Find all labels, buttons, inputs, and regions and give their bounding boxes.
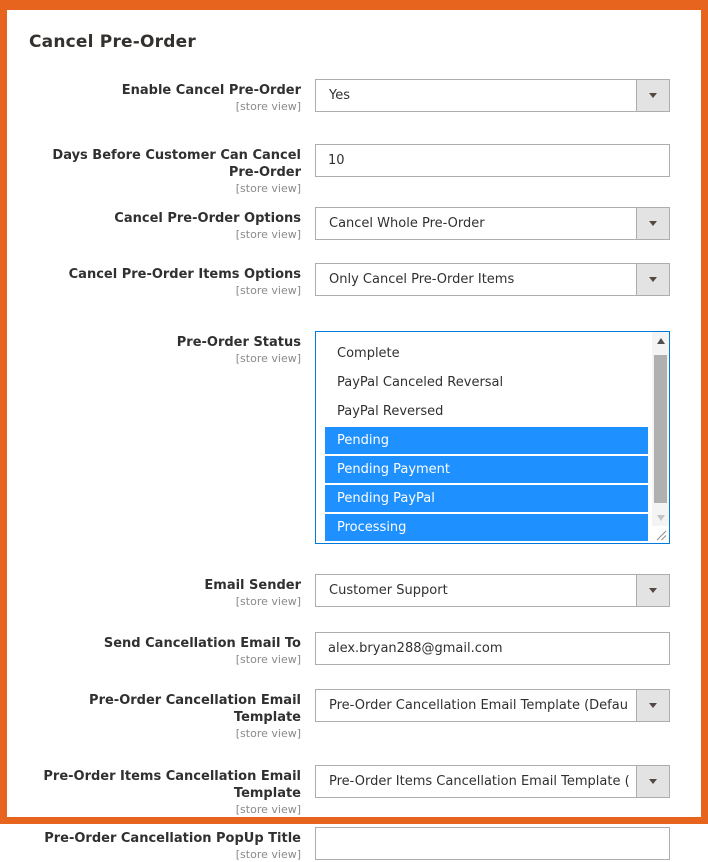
option-pending[interactable]: Pending [325, 427, 648, 454]
scrollbar[interactable] [652, 332, 669, 543]
select-value: Cancel Whole Pre-Order [329, 216, 485, 231]
chevron-down-icon [649, 588, 657, 593]
select-value: Pre-Order Items Cancellation Email Template ( [329, 774, 630, 789]
cancellation-email-to-input[interactable] [315, 632, 670, 665]
field-label: Enable Cancel Pre-Order [121, 83, 301, 98]
field-label-block [21, 827, 301, 862]
resize-grip[interactable] [652, 526, 669, 543]
cancel-preorder-options-select[interactable] [315, 207, 670, 240]
field-label: Send Cancellation Email To [103, 636, 301, 651]
select-value: Only Cancel Pre-Order Items [329, 272, 515, 287]
option-pending-payment[interactable]: Pending Payment [325, 456, 648, 483]
field-label: Pre-Order Cancellation PopUp Title [44, 831, 301, 846]
scroll-up-icon [657, 338, 665, 344]
field-row-days-before [21, 144, 701, 196]
option-processing[interactable]: Processing [325, 514, 648, 541]
cancellation-email-template-select[interactable] [315, 689, 670, 722]
field-label: Pre-Order Status [176, 335, 301, 350]
dropdown-arrow-button[interactable] [636, 208, 669, 239]
preorder-status-multiselect[interactable] [315, 331, 670, 544]
dropdown-arrow-button[interactable] [636, 690, 669, 721]
chevron-down-icon [649, 703, 657, 708]
field-row-send-email-to [21, 632, 701, 667]
field-label: Email Sender [204, 578, 301, 593]
items-cancellation-email-template-select[interactable] [315, 765, 670, 798]
resize-grip-icon [656, 530, 667, 541]
field-label: Cancel Pre-Order Items Options [68, 267, 301, 282]
chevron-down-icon [649, 221, 657, 226]
scope-hint: [store view] [235, 228, 301, 241]
page-title: Cancel Pre-Order [29, 32, 196, 52]
option-paypal-canceled-reversal[interactable]: PayPal Canceled Reversal [337, 375, 504, 390]
option-pending-paypal[interactable]: Pending PayPal [325, 485, 648, 512]
field-label-block [21, 263, 301, 298]
chevron-down-icon [649, 277, 657, 282]
dropdown-arrow-button[interactable] [636, 80, 669, 111]
dropdown-arrow-button[interactable] [636, 766, 669, 797]
enable-cancel-preorder-select[interactable] [315, 79, 670, 112]
scope-hint: [store view] [235, 803, 301, 816]
dropdown-arrow-button[interactable] [636, 575, 669, 606]
cancellation-popup-title-input[interactable] [315, 827, 670, 860]
days-before-cancel-input[interactable] [315, 144, 670, 177]
scrollbar-track[interactable] [652, 349, 669, 509]
field-row-preorder-status [21, 331, 701, 544]
dropdown-arrow-button[interactable] [636, 264, 669, 295]
scope-hint: [store view] [235, 100, 301, 113]
cancel-preorder-items-options-select[interactable] [315, 263, 670, 296]
field-label: Days Before Customer Can Cancel Pre-Order [52, 148, 301, 180]
scope-hint: [store view] [235, 727, 301, 740]
field-row-items-cancellation-template [21, 765, 701, 817]
field-label-block [21, 689, 301, 741]
select-value: Customer Support [329, 583, 448, 598]
field-label-block [21, 632, 301, 667]
option-complete[interactable]: Complete [337, 346, 400, 361]
multiselect-options [316, 332, 652, 543]
chevron-down-icon [649, 93, 657, 98]
chevron-down-icon [649, 779, 657, 784]
field-label: Pre-Order Items Cancellation Email Template [43, 769, 301, 801]
field-label-block [21, 207, 301, 242]
scope-hint: [store view] [235, 352, 301, 365]
scope-hint: [store view] [235, 595, 301, 608]
scope-hint: [store view] [235, 284, 301, 297]
scroll-down-icon [657, 515, 665, 521]
field-label-block [21, 79, 301, 114]
field-row-email-sender [21, 574, 701, 609]
select-value: Yes [329, 88, 350, 103]
field-row-cancel-items-options [21, 263, 701, 298]
select-value: Pre-Order Cancellation Email Template (Defau [329, 698, 628, 713]
scroll-up-button[interactable] [652, 332, 669, 349]
field-row-popup-title [21, 827, 701, 862]
field-row-cancel-options [21, 207, 701, 242]
scope-hint: [store view] [235, 848, 301, 861]
field-label: Pre-Order Cancellation Email Template [89, 693, 301, 725]
scroll-down-button[interactable] [652, 509, 669, 526]
field-row-enable [21, 79, 701, 114]
field-label-block [21, 765, 301, 817]
scope-hint: [store view] [235, 653, 301, 666]
option-paypal-reversed[interactable]: PayPal Reversed [337, 404, 444, 419]
field-row-cancellation-template [21, 689, 701, 741]
email-sender-select[interactable] [315, 574, 670, 607]
scrollbar-thumb[interactable] [654, 355, 667, 503]
field-label-block [21, 331, 301, 366]
scope-hint: [store view] [235, 182, 301, 195]
settings-form [21, 79, 701, 862]
field-label-block [21, 574, 301, 609]
field-label-block [21, 144, 301, 196]
field-label: Cancel Pre-Order Options [114, 211, 301, 226]
